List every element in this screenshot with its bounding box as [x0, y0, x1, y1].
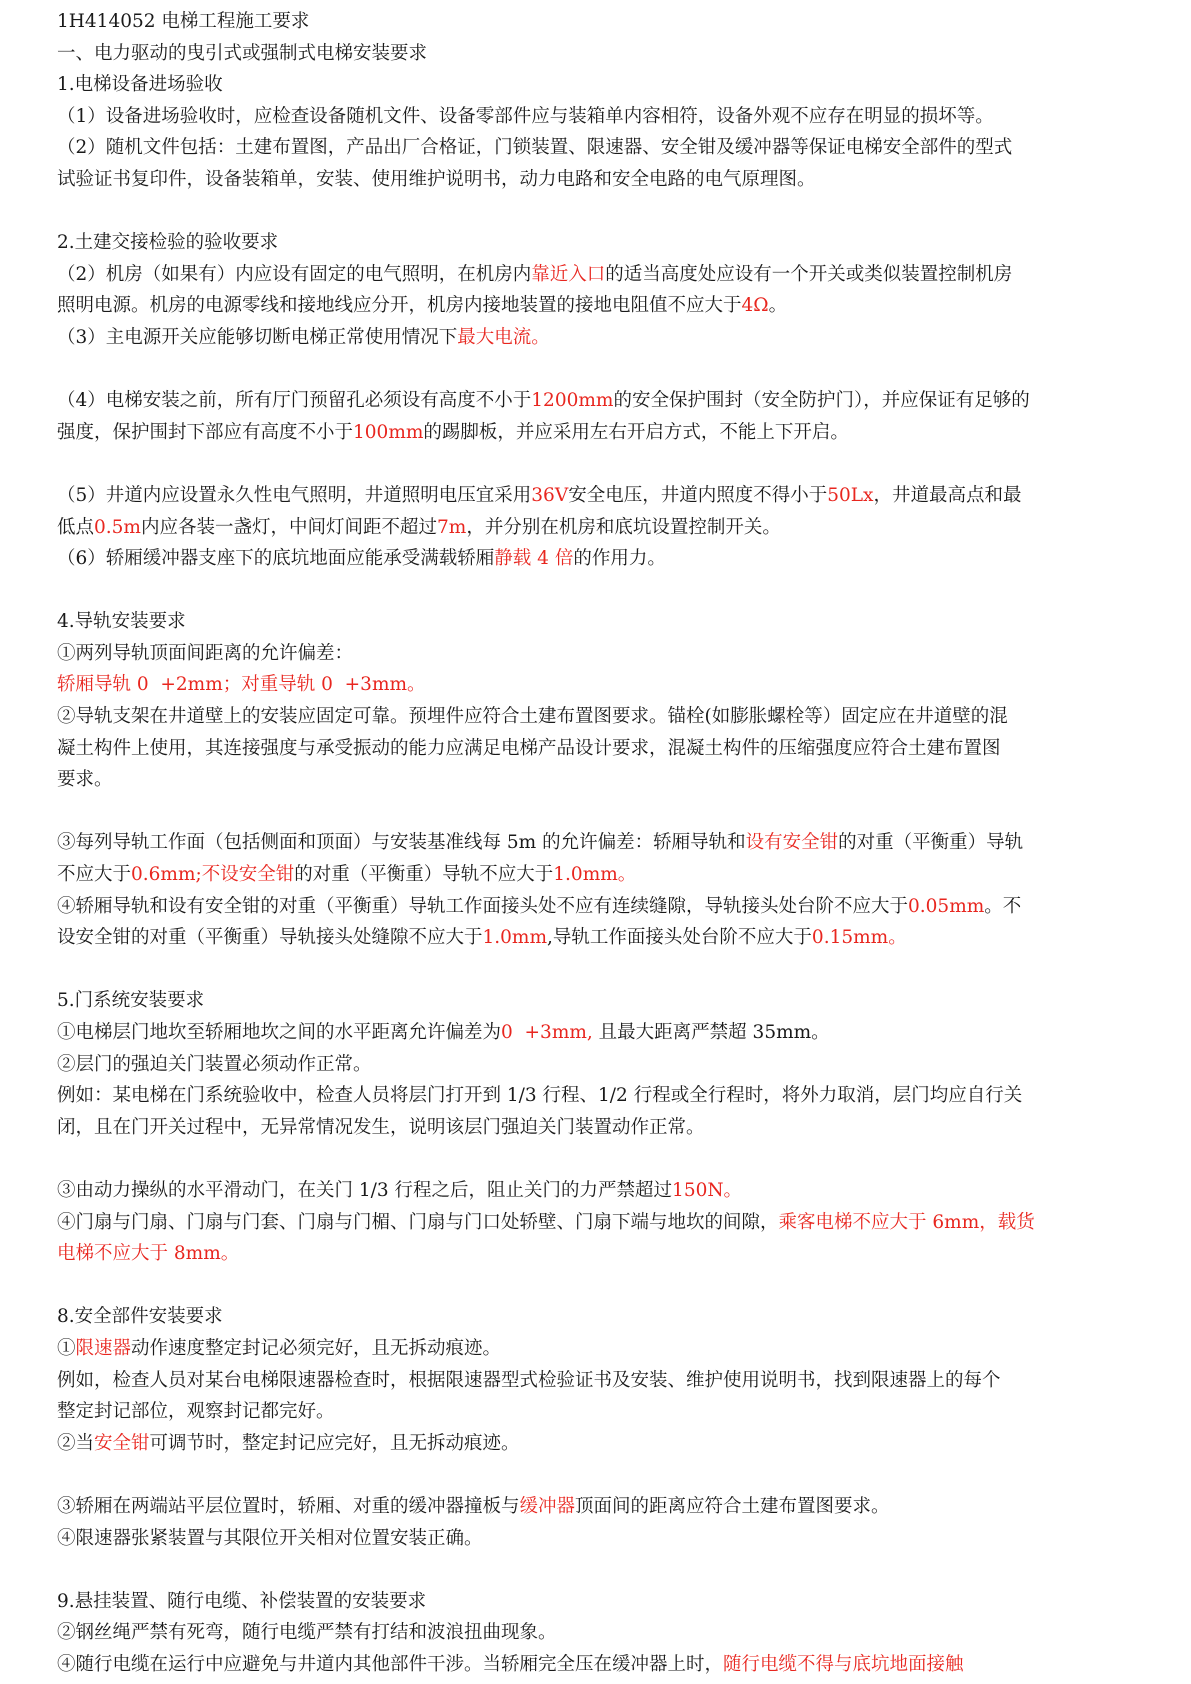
text-segment: 2.土建交接检验的验收要求 [57, 232, 279, 254]
text-segment: ④门扇与门扇、门扇与门套、门扇与门楣、门扇与门口处轿壁、门扇下端与地坎的间隙， [57, 1211, 779, 1233]
text-segment: （3）主电源开关应能够切断电梯正常使用情况下 [57, 326, 458, 348]
subheading-9 [57, 1586, 1143, 1618]
highlighted-text: 4Ω [741, 295, 769, 317]
paragraph [57, 1175, 1143, 1207]
text-segment: （2）机房（如果有）内应设有固定的电气照明，在机房内 [57, 263, 532, 285]
paragraph [57, 259, 1143, 291]
highlighted-text: 0.15mm。 [811, 927, 907, 949]
subheading-8 [57, 1301, 1143, 1333]
text-segment: 9.悬挂装置、随行电缆、补偿装置的安装要求 [57, 1590, 427, 1612]
text-segment: 的适当高度处应设有一个开关或类似装置控制机房 [605, 263, 1013, 285]
text-segment: ①电梯层门地坎至轿厢地坎之间的水平距离允许偏差为 [57, 1022, 502, 1043]
highlighted-text: 1200mm [531, 390, 614, 412]
highlighted-text: 7m [437, 516, 467, 538]
highlighted-text: 1.0mm。 [553, 864, 637, 886]
text-segment: ②导轨支架在井道壁上的安装应固定可靠。预埋件应符合土建布置图要求。锚栓(如膨胀螺栓等）固定应在井道壁的混 [57, 706, 1008, 728]
text-segment: 凝土构件上使用，其连接强度与承受振动的能力应满足电梯产品设计要求，混凝土构件的压缩强度应符合土建布置图 [57, 737, 1001, 759]
text-segment: ③由动力操纵的水平滑动门，在关门 1/3 行程之后，阻止关门的力严禁超过 [57, 1179, 673, 1201]
paragraph-spacer [57, 575, 1143, 607]
paragraph [57, 764, 1143, 796]
highlighted-text: 1.0mm [482, 927, 548, 949]
text-segment: 8.安全部件安装要求 [57, 1306, 223, 1328]
paragraph [57, 891, 1143, 923]
paragraph [57, 543, 1143, 575]
paragraph [57, 1365, 1143, 1397]
highlighted-text: 乘客电梯不应大于 6mm，载货 [778, 1211, 1035, 1233]
paragraph [57, 827, 1143, 859]
paragraph [57, 1238, 1143, 1270]
highlighted-text: 限速器 [75, 1337, 132, 1359]
paragraph [57, 290, 1143, 322]
text-segment: ④轿厢导轨和设有安全钳的对重（平衡重）导轨工作面接头处不应有连续缝隙，导轨接头处台阶不应大于 [57, 895, 909, 917]
paragraph [57, 1112, 1143, 1144]
text-segment: ① [57, 1337, 76, 1359]
text-segment: （2）随机文件包括：土建布置图，产品出厂合格证，门锁装置、限速器、安全钳及缓冲器等保证电梯安全部件的型式 [57, 137, 1013, 159]
paragraph [57, 1428, 1143, 1460]
paragraph [57, 480, 1143, 512]
text-segment: 试验证书复印件，设备装箱单，安装、使用维护说明书，动力电路和安全电路的电气原理图。 [57, 168, 816, 190]
highlighted-text: 50Lx [827, 484, 874, 506]
text-segment: 照明电源。机房的电源零线和接地线应分开，机房内接地装置的接地电阻值不应大于 [57, 295, 742, 317]
text-segment: ④限速器张紧装置与其限位开关相对位置安装正确。 [57, 1527, 483, 1549]
text-segment: 例如，检查人员对某台电梯限速器检查时，根据限速器型式检验证书及安装、维护使用说明书，找到限速器上的每个 [57, 1369, 1001, 1391]
text-segment: ④随行电缆在运行中应避免与井道内其他部件干涉。当轿厢完全压在缓冲器上时， [57, 1653, 724, 1675]
text-segment: 4.导轨安装要求 [57, 611, 186, 633]
paragraph [57, 385, 1143, 417]
paragraph [57, 1333, 1143, 1365]
paragraph [57, 417, 1143, 449]
highlighted-text: 36V [531, 484, 569, 506]
paragraph [57, 1207, 1143, 1239]
highlighted-text: 安全钳 [94, 1432, 150, 1454]
text-segment: ③每列导轨工作面（包括侧面和顶面）与安装基准线每 5m 的允许偏差：轿厢导轨和 [57, 832, 746, 854]
text-segment: ①两列导轨顶面间距离的允许偏差： [57, 642, 354, 664]
paragraph-spacer [57, 1270, 1143, 1302]
subheading-1 [57, 69, 1143, 101]
text-segment: （6）轿厢缓冲器支座下的底坑地面应能承受满载轿厢 [57, 548, 495, 570]
highlighted-text: 100mm [353, 421, 424, 443]
paragraph [57, 132, 1143, 164]
highlighted-text: 轿厢导轨 0 +2mm；对重导轨 0 +3mm。 [57, 674, 426, 696]
text-segment: 整定封记部位，观察封记都完好。 [57, 1401, 335, 1423]
highlighted-text: 静载 4 倍 [494, 548, 574, 570]
highlighted-text: 0.05mm [908, 895, 985, 917]
text-segment: 一、电力驱动的曳引式或强制式电梯安装要求 [57, 42, 428, 64]
paragraph [57, 1080, 1143, 1112]
highlighted-text: 0 +3mm, [501, 1022, 593, 1043]
highlighted-text: 随行电缆不得与底坑地面接触 [723, 1653, 964, 1675]
paragraph [57, 1017, 1143, 1049]
doc-title [57, 6, 1143, 38]
text-segment: 1H414052 电梯工程施工要求 [57, 11, 310, 32]
highlighted-text: 设有安全钳 [745, 832, 839, 854]
paragraph-spacer [57, 1143, 1143, 1175]
paragraph [57, 512, 1143, 544]
paragraph [57, 1649, 1143, 1681]
highlighted-text: 150N。 [672, 1179, 743, 1201]
text-segment: 设安全钳的对重（平衡重）导轨接头处缝隙不应大于 [57, 927, 483, 949]
section-heading-1 [57, 38, 1143, 70]
text-segment: ③轿厢在两端站平层位置时，轿厢、对重的缓冲器撞板与 [57, 1495, 520, 1517]
text-segment: 的踢脚板，并应采用左右开启方式，不能上下开启。 [423, 421, 849, 443]
text-segment: 闭，且在门开关过程中，无异常情况发生，说明该层门强迫关门装置动作正常。 [57, 1116, 705, 1138]
paragraph-spacer [57, 448, 1143, 480]
highlighted-text: 0.5m [94, 516, 141, 538]
subheading-4 [57, 606, 1143, 638]
text-segment: ②当 [57, 1432, 95, 1454]
text-segment: 安全电压，井道内照度不得小于 [568, 484, 828, 506]
paragraph [57, 859, 1143, 891]
text-segment: 5.门系统安装要求 [57, 990, 205, 1012]
text-segment: 的作用力。 [573, 548, 666, 570]
subheading-5 [57, 985, 1143, 1017]
paragraph [57, 1396, 1143, 1428]
paragraph-spacer [57, 796, 1143, 828]
text-segment: 例如：某电梯在门系统验收中，检查人员将层门打开到 1/3 行程、1/2 行程或全行程时，将外力取消，层门均应自行关 [57, 1085, 1023, 1107]
text-segment: ②钢丝绳严禁有死弯，随行电缆严禁有打结和波浪扭曲现象。 [57, 1622, 557, 1644]
paragraph [57, 164, 1143, 196]
paragraph [57, 638, 1143, 670]
highlighted-text: 靠近入口 [531, 263, 606, 285]
subheading-2 [57, 227, 1143, 259]
text-segment: 可调节时，整定封记应完好，且无拆动痕迹。 [149, 1432, 520, 1454]
paragraph [57, 1049, 1143, 1081]
text-segment: 的安全保护围封（安全防护门），并应保证有足够的 [613, 390, 1030, 412]
text-segment: （1）设备进场验收时，应检查设备随机文件、设备零部件应与装箱单内容相符，设备外观不应存在明显的损坏等。 [57, 105, 994, 127]
paragraph [57, 322, 1143, 354]
text-segment: 低点 [57, 516, 95, 538]
text-segment: ,导轨工作面接头处台阶不应大于 [547, 927, 812, 949]
text-segment: （5）井道内应设置永久性电气照明，井道照明电压宜采用 [57, 484, 532, 506]
highlighted-text: 缓冲器 [519, 1495, 576, 1517]
paragraph-spacer [57, 354, 1143, 386]
paragraph [57, 922, 1143, 954]
paragraph [57, 101, 1143, 133]
text-segment: 。 [768, 295, 788, 317]
text-segment: ，井道最高点和最 [873, 484, 1022, 506]
text-segment: 的对重（平衡重）导轨不应大于 [294, 864, 554, 886]
paragraph [57, 1491, 1143, 1523]
text-segment: 内应各装一盏灯，中间灯间距不超过 [140, 516, 437, 538]
text-segment: 且最大距离严禁超 35mm。 [592, 1022, 830, 1043]
paragraph-spacer [57, 1554, 1143, 1586]
paragraph [57, 701, 1143, 733]
text-segment: ，并分别在机房和底坑设置控制开关。 [466, 516, 781, 538]
paragraph [57, 1617, 1143, 1649]
text-segment: （4）电梯安装之前，所有厅门预留孔必须设有高度不小于 [57, 390, 532, 412]
highlighted-text: 电梯不应大于 8mm。 [57, 1243, 240, 1265]
paragraph [57, 1523, 1143, 1555]
text-segment: 。不 [984, 895, 1022, 917]
text-segment: ②层门的强迫关门装置必须动作正常。 [57, 1053, 372, 1075]
paragraph [57, 669, 1143, 701]
paragraph-spacer [57, 196, 1143, 228]
text-segment: 要求。 [57, 769, 113, 791]
text-segment: 强度，保护围封下部应有高度不小于 [57, 421, 354, 443]
paragraph [57, 733, 1143, 765]
highlighted-text: 最大电流。 [457, 326, 550, 348]
paragraph-spacer [57, 954, 1143, 986]
paragraph-spacer [57, 1459, 1143, 1491]
text-segment: 不应大于 [57, 864, 132, 886]
text-segment: 1.电梯设备进场验收 [57, 74, 223, 96]
text-segment: 顶面间的距离应符合土建布置图要求。 [575, 1495, 890, 1517]
text-segment: 动作速度整定封记必须完好，且无拆动痕迹。 [131, 1337, 502, 1359]
text-segment: 的对重（平衡重）导轨 [838, 832, 1024, 854]
highlighted-text: 0.6mm;不设安全钳 [131, 864, 295, 886]
